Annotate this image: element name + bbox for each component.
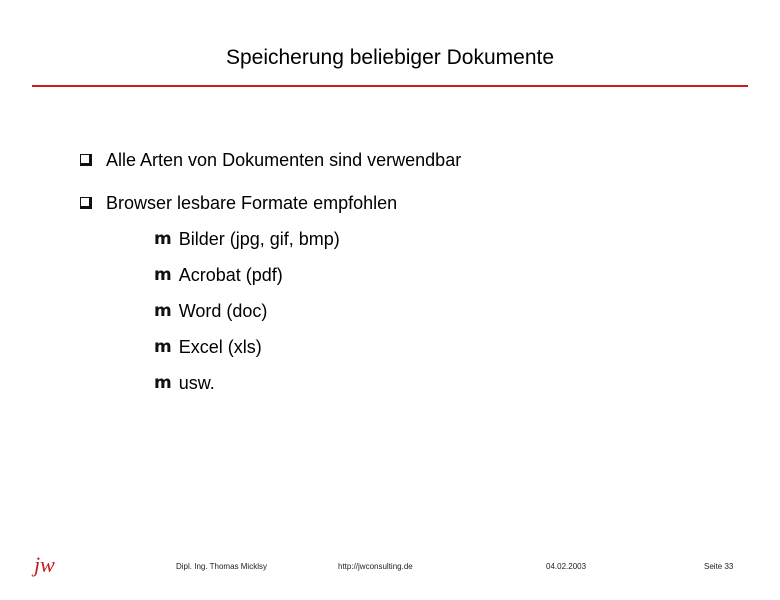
jw-logo: jw	[34, 552, 55, 577]
bullet-item	[78, 149, 461, 171]
subbullet-item	[154, 300, 267, 322]
bullet-item	[78, 192, 397, 214]
footer-date: 04.02.2003	[546, 562, 587, 571]
footer-page-number: Seite 33	[704, 562, 734, 571]
subbullet-text: Bilder (jpg, gif, bmp)	[178, 229, 340, 249]
subbullet-text: Word (doc)	[178, 301, 268, 321]
subbullet-item	[154, 228, 340, 250]
subbullet-text: Acrobat (pdf)	[178, 265, 283, 285]
m-bullet-icon: m	[154, 373, 172, 393]
subbullet-item	[154, 336, 262, 358]
footer-author: Dipl. Ing. Thomas Micklsy	[176, 562, 267, 571]
m-bullet-icon: m	[154, 265, 172, 285]
footer-url[interactable]: http://jwconsulting.de	[338, 562, 413, 571]
m-bullet-icon: m	[154, 229, 172, 249]
bullet-text: Alle Arten von Dokumenten sind verwendbar	[106, 150, 462, 170]
m-bullet-icon: m	[154, 337, 172, 357]
bullet-text: Browser lesbare Formate empfohlen	[106, 193, 398, 213]
checkbox-icon	[80, 154, 92, 166]
subbullet-item	[154, 372, 215, 394]
title-divider	[32, 85, 748, 87]
subbullet-text: usw.	[178, 373, 215, 393]
checkbox-icon	[80, 197, 92, 209]
subbullet-item	[154, 264, 283, 286]
m-bullet-icon: m	[154, 301, 172, 321]
slide-title: Speicherung beliebiger Dokumente	[225, 46, 555, 69]
subbullet-text: Excel (xls)	[178, 337, 262, 357]
